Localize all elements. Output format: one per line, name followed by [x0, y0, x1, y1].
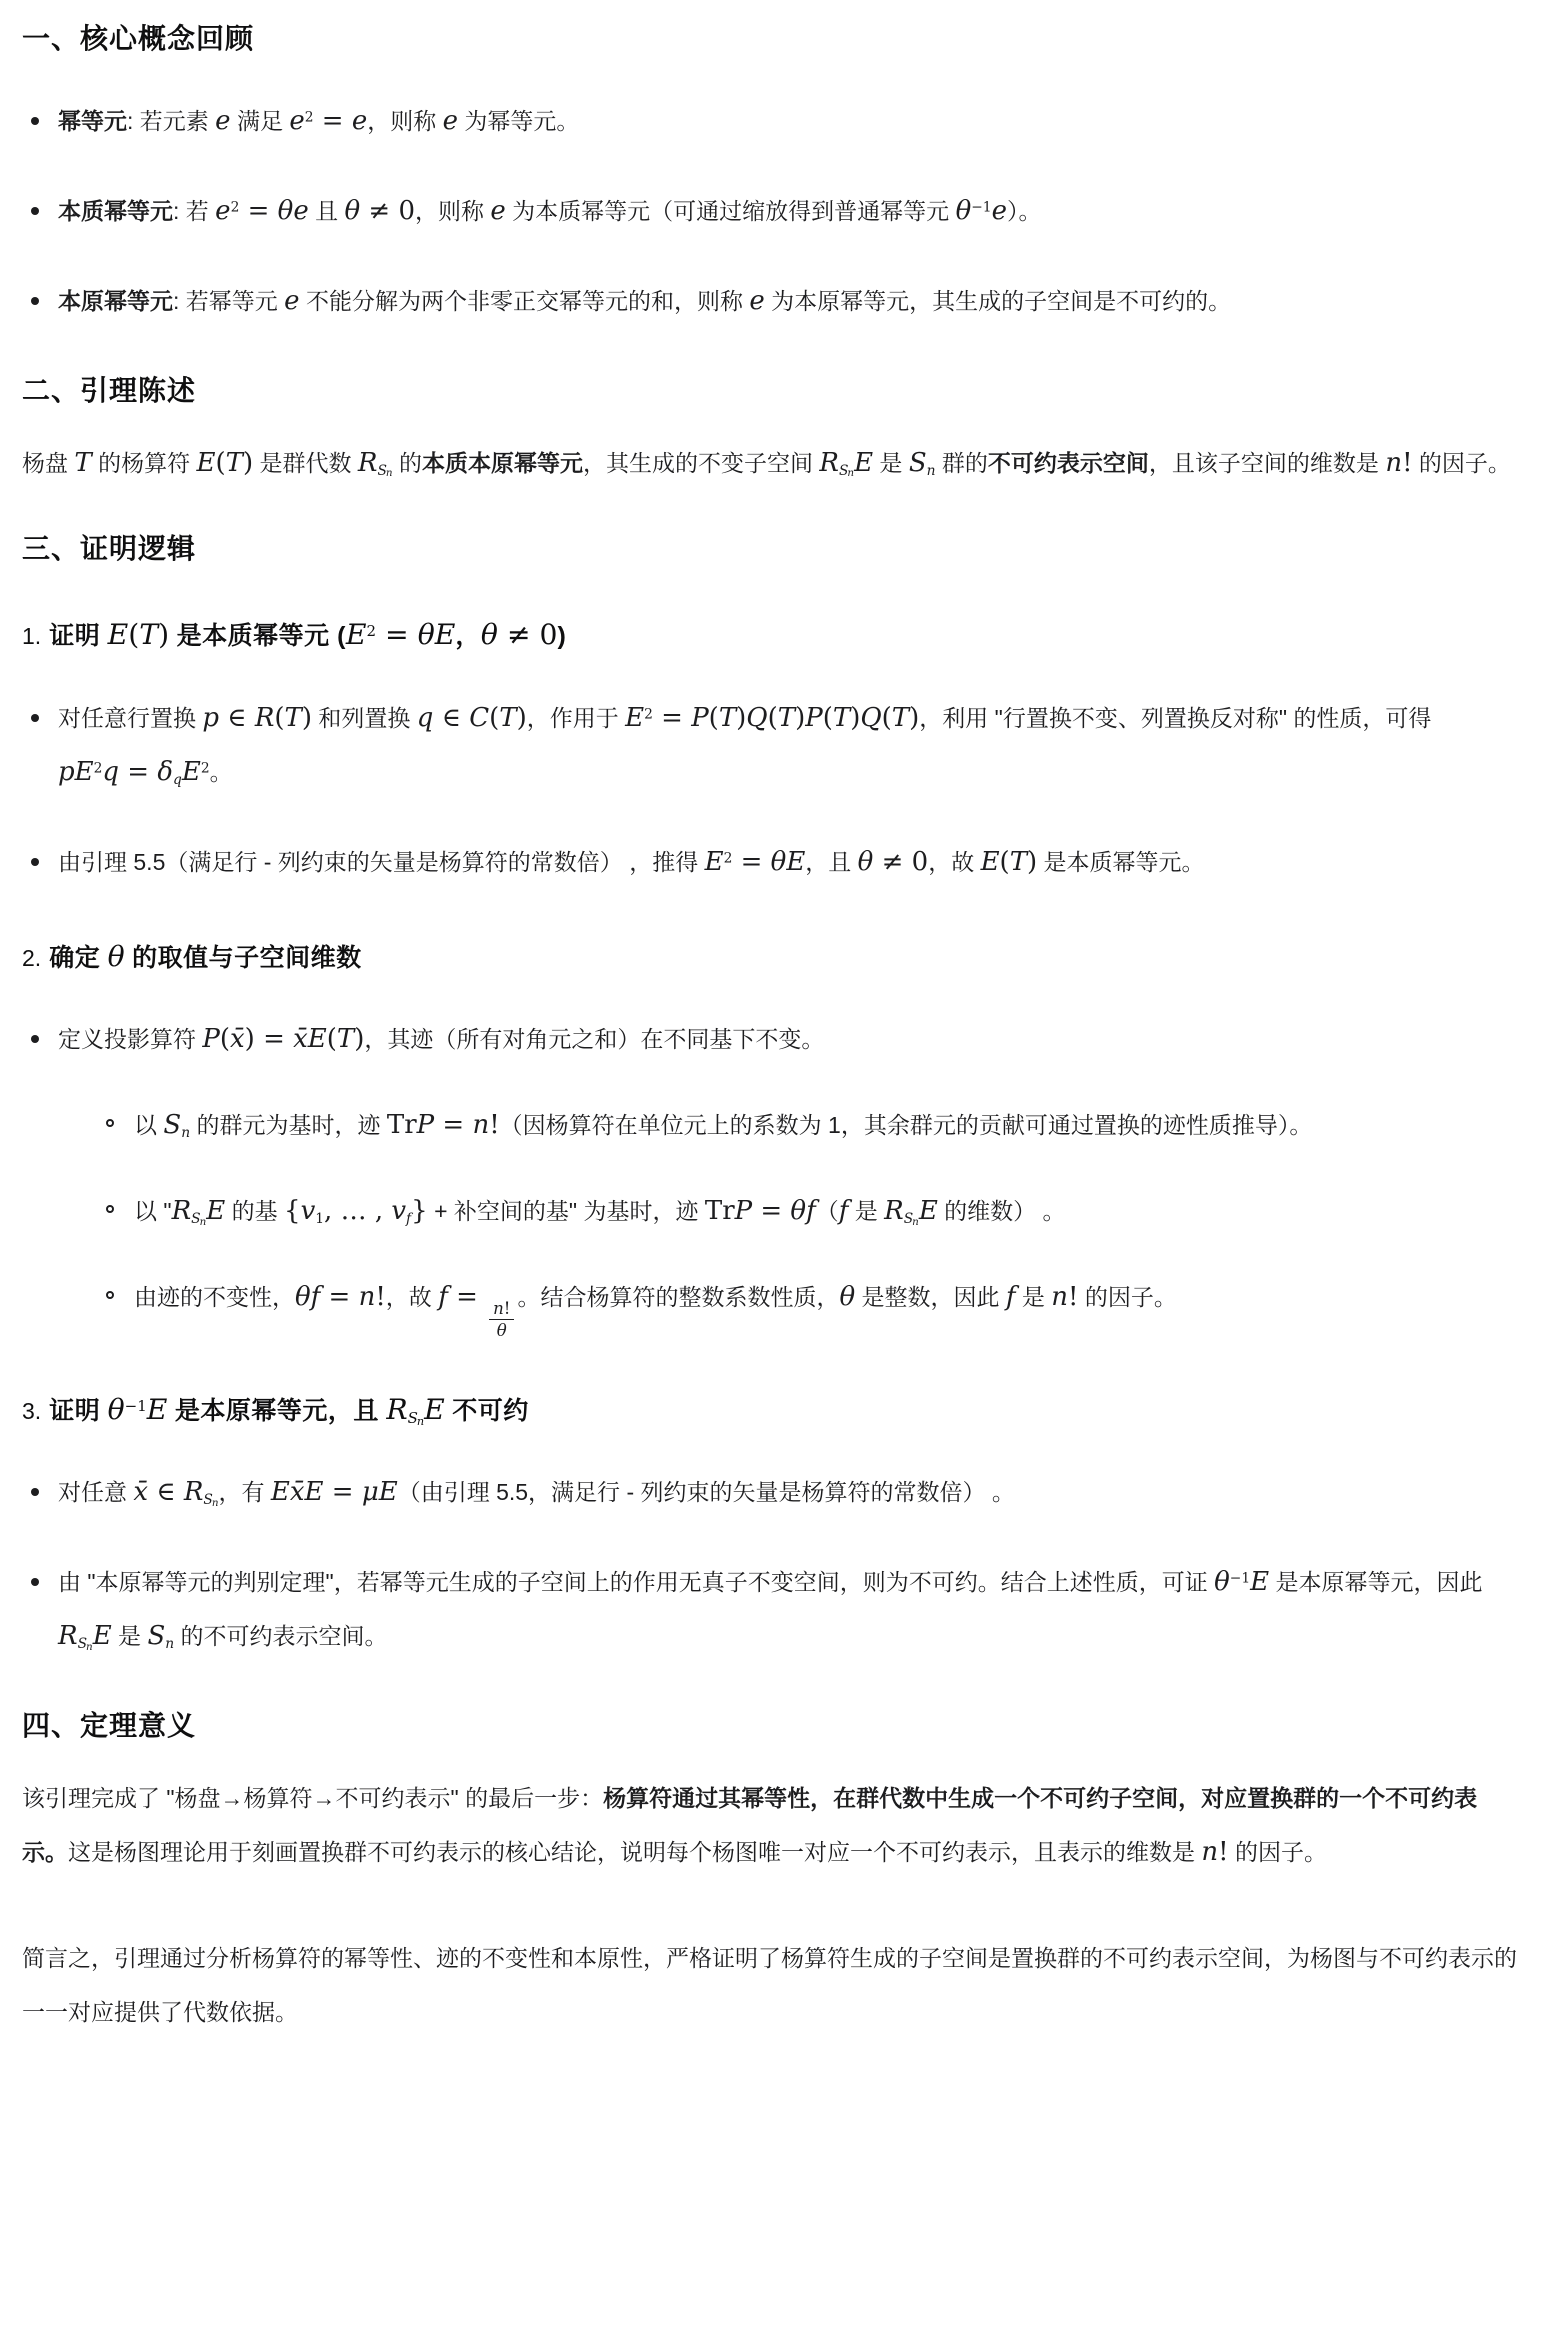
- math-subscript: n: [181, 1125, 191, 1142]
- text-run: 的: [392, 449, 422, 476]
- math-inline: θ: [955, 195, 972, 226]
- text-run: : 若幂等元: [173, 287, 285, 314]
- text-run: 是: [1015, 1284, 1052, 1311]
- text-run: 为本原幂等元，其生成的子空间是不可约的。: [764, 287, 1232, 314]
- math-inline: = P(T)Q(T)P(T)Q(T): [661, 702, 920, 733]
- text-run: （由引理 5.5，满足行 - 列约束的矢量是杨算符的常数倍） 。: [397, 1479, 1015, 1506]
- math-nested-subscript: n: [912, 1216, 919, 1229]
- math-inline: n!: [1051, 1282, 1079, 1313]
- math-inline: θ: [107, 1392, 125, 1426]
- math-inline: P = θf: [734, 1196, 816, 1227]
- list-item: [22, 1012, 1522, 1341]
- math-superscript: −1: [971, 199, 992, 216]
- text-run: ，作用于: [526, 704, 626, 731]
- math-inline: q ∈ C(T): [416, 702, 527, 733]
- text-run: 是: [848, 1198, 885, 1225]
- math-inline: S: [147, 1621, 166, 1652]
- text-run: ，利用 "行置换不变、列置换反对称" 的性质，可得: [919, 704, 1432, 731]
- math-subscript: n: [926, 462, 936, 479]
- math-superscript: 2: [723, 850, 733, 867]
- math-superscript: 2: [93, 760, 103, 777]
- math-inline: θf = n!: [295, 1282, 386, 1313]
- math-inline: E: [181, 756, 201, 787]
- text-run: 的因子。: [1228, 1839, 1327, 1866]
- math-inline: E(T): [980, 846, 1038, 877]
- math-inline: f =: [438, 1282, 478, 1313]
- math-superscript: 2: [304, 109, 314, 126]
- text-run: （: [815, 1198, 839, 1225]
- math-inline: θ ≠ 0: [480, 618, 558, 652]
- math-inline: pE: [58, 756, 94, 787]
- math-inline: E(T): [196, 447, 254, 478]
- text-run: 定义投影算符: [58, 1026, 203, 1053]
- math-inline: θ: [107, 939, 125, 973]
- text-run: ): [557, 622, 567, 651]
- math-superscript: 2: [200, 760, 210, 777]
- list-item: [22, 1465, 1522, 1519]
- text-run: ，: [455, 622, 481, 651]
- document: [22, 20, 1522, 2039]
- text-run: 。: [209, 758, 233, 785]
- math-inline: e: [284, 285, 300, 316]
- math-inline: R: [357, 447, 378, 478]
- math-subscript: S: [203, 1492, 213, 1509]
- math-inline: = θE: [740, 846, 806, 877]
- heading-section-3: 三、证明逻辑: [22, 532, 197, 564]
- math-inline: E: [146, 1392, 168, 1426]
- math-inline: e: [749, 285, 765, 316]
- math-subscript: S: [838, 462, 849, 479]
- math-inline: E: [92, 1621, 112, 1652]
- step-3-heading: [22, 1390, 1522, 1430]
- math-subscript: S: [77, 1636, 88, 1653]
- text-run: ，其迹（所有对角元之和）在不同基下不变。: [364, 1026, 825, 1053]
- math-inline: p ∈ R(T): [202, 702, 313, 733]
- step-1-heading: [22, 615, 1522, 655]
- text-run: 不能分解为两个非零正交幂等元的和，则称: [299, 287, 750, 314]
- text-run: 以: [134, 1112, 164, 1139]
- math-inline: = θe: [247, 195, 309, 226]
- math-inline: e: [991, 195, 1007, 226]
- math-inline: x̄ ∈ R: [133, 1477, 204, 1508]
- text-run: 且: [308, 197, 345, 224]
- step-2-sublist: [100, 1098, 1522, 1341]
- text-run: 是: [873, 449, 909, 476]
- significance-paragraph: [22, 1771, 1522, 1879]
- summary-paragraph: [22, 1931, 1522, 2039]
- math-inline: }: [411, 1196, 428, 1227]
- text-run: ，故: [928, 848, 981, 875]
- text-run: 的群元为基时，迹: [190, 1112, 387, 1139]
- heading-section-1: 一、核心概念回顾: [22, 23, 255, 54]
- step-1-number: 1.: [22, 623, 42, 650]
- math-superscript: 2: [644, 706, 653, 723]
- text-run: 以 ": [134, 1198, 172, 1225]
- list-item: [22, 691, 1522, 799]
- math-inline: E(T): [107, 618, 170, 652]
- text-run: ，且: [805, 848, 858, 875]
- math-nested-subscript: n: [385, 467, 393, 480]
- text-run: 的不可约表示空间。: [174, 1623, 388, 1650]
- math-superscript: 2: [230, 199, 240, 216]
- math-inline: T: [74, 447, 92, 478]
- math-inline: q = δ: [102, 756, 173, 787]
- text-run: 对任意行置换: [58, 704, 203, 731]
- math-inline: e: [215, 195, 231, 226]
- text-run: 为幂等元。: [458, 107, 580, 134]
- text-run: 的取值与子空间维数: [124, 943, 362, 972]
- text-run: 是整数，因此: [855, 1284, 1006, 1311]
- text-run: 的杨算符: [91, 449, 197, 476]
- text-run: 杨盘: [22, 449, 75, 476]
- text-run: 对任意: [58, 1479, 134, 1506]
- math-inline: R: [386, 1392, 408, 1426]
- math-nested-subscript: n: [211, 1497, 219, 1510]
- text-run: （因杨算符在单位元上的系数为 1，其余群元的贡献可通过置换的迹性质推导）。: [499, 1112, 1313, 1139]
- list-item: [22, 1555, 1522, 1663]
- math-fraction: [489, 1298, 514, 1342]
- text-run: 由迹的不变性，: [134, 1284, 295, 1311]
- math-inline: E: [854, 447, 874, 478]
- text-run: 是本质幂等元 (: [169, 622, 346, 651]
- math-inline: θ ≠ 0: [857, 846, 929, 877]
- math-subscript: S: [903, 1211, 914, 1228]
- step-1-list: [22, 691, 1522, 889]
- heading-section-2: 二、引理陈述: [22, 374, 197, 406]
- math-inline: f: [838, 1196, 849, 1227]
- fraction-denominator: θ: [496, 1321, 507, 1341]
- math-inline: θ: [839, 1282, 856, 1313]
- text-run: ，有: [218, 1479, 271, 1506]
- math-inline: {v: [284, 1196, 316, 1227]
- text-run: 确定: [49, 943, 108, 972]
- step-2-heading: [22, 937, 1522, 977]
- text-run: 是: [111, 1623, 148, 1650]
- math-roman: Tr: [704, 1196, 735, 1227]
- math-subscript: f: [406, 1211, 412, 1228]
- bold-text-run: 本质本原幂等元: [421, 449, 583, 476]
- bold-text-run: 本原幂等元: [58, 287, 173, 314]
- math-inline: e: [490, 195, 506, 226]
- text-run: ，则称: [367, 107, 443, 134]
- text-run: 为本质幂等元（可通过缩放得到普通幂等元: [505, 197, 956, 224]
- text-run: + 补空间的基" 为基时，迹: [427, 1198, 705, 1225]
- math-inline: = e: [321, 105, 368, 136]
- step-2-list: [22, 1012, 1522, 1341]
- sub-list-item: [100, 1184, 1522, 1238]
- math-inline: R: [819, 447, 839, 478]
- math-inline: E: [625, 702, 645, 733]
- math-inline: E: [424, 1392, 445, 1426]
- sub-list-item: [100, 1098, 1522, 1152]
- step-3-list: [22, 1465, 1522, 1663]
- text-run: 是本原幂等元，且: [167, 1396, 387, 1425]
- text-run: 的因子。: [1078, 1284, 1177, 1311]
- text-run: 由引理 5.5（满足行 - 列约束的矢量是杨算符的常数倍） ，推得: [58, 848, 705, 875]
- math-inline: θ: [1214, 1567, 1230, 1598]
- text-run: ，且该子空间的维数是: [1148, 449, 1386, 476]
- text-run: 和列置换: [312, 704, 417, 731]
- math-subscript: 1: [315, 1211, 325, 1228]
- math-subscript: S: [377, 462, 387, 479]
- list-item-essential-idempotent: [22, 184, 1522, 238]
- math-inline: E: [1250, 1567, 1270, 1598]
- math-inline: R: [58, 1621, 78, 1652]
- bold-text-run: 杨算符通过其幂等性，在群代数中生成一个不可约子空间，对应置换群的一个不可约表示。: [22, 1785, 1478, 1866]
- math-inline: n!: [1201, 1837, 1229, 1868]
- text-run: 。结合杨算符的整数系数性质，: [517, 1284, 840, 1311]
- text-run: 简言之，引理通过分析杨算符的幂等性、迹的不变性和本原性，严格证明了杨算符生成的子空间是置换群的不可约表示空间，为杨图与不可约表示的一一对应提供了代数依据。: [22, 1945, 1517, 2026]
- text-run: 该引理完成了 "杨盘→杨算符→不可约表示" 的最后一步：: [22, 1785, 604, 1812]
- math-subscript: S: [191, 1211, 201, 1228]
- math-superscript: −1: [1229, 1570, 1251, 1587]
- text-run: 的维数） 。: [937, 1198, 1066, 1225]
- math-nested-subscript: n: [86, 1641, 93, 1654]
- text-run: 这是杨图理论用于刻画置换群不可约表示的核心结论，说明每个杨图唯一对应一个不可约表示，且表示的维数是: [68, 1839, 1202, 1866]
- text-run: ，故: [385, 1284, 439, 1311]
- math-inline: R: [171, 1196, 192, 1227]
- text-run: 是群代数: [253, 449, 358, 476]
- text-run: 不可约: [444, 1396, 529, 1425]
- math-inline: E: [345, 618, 367, 652]
- math-subscript: S: [407, 1409, 418, 1427]
- math-superscript: 2: [366, 622, 377, 641]
- text-run: 的基: [225, 1198, 285, 1225]
- step-3-number: 3.: [22, 1397, 42, 1424]
- math-nested-subscript: n: [416, 1415, 425, 1428]
- text-run: 是本质幂等元。: [1037, 848, 1205, 875]
- text-run: ）。: [1006, 197, 1042, 224]
- math-inline: E: [918, 1196, 938, 1227]
- math-inline: R: [884, 1196, 904, 1227]
- math-inline: e: [215, 105, 231, 136]
- core-concepts-list: [22, 94, 1522, 328]
- math-inline: S: [163, 1110, 182, 1141]
- bold-text-run: 不可约表示空间: [987, 449, 1149, 476]
- sub-list-item: [100, 1270, 1522, 1341]
- text-run: : 若: [173, 197, 216, 224]
- text-run: 是本原幂等元，因此: [1269, 1569, 1483, 1596]
- step-2-number: 2.: [22, 944, 42, 971]
- math-inline: E: [206, 1196, 226, 1227]
- list-item-idempotent: [22, 94, 1522, 148]
- math-inline: = θE: [385, 618, 456, 652]
- math-inline: Ex̄E = μE: [270, 1477, 398, 1508]
- text-run: 满足: [230, 107, 290, 134]
- text-run: ，则称: [415, 197, 491, 224]
- math-subscript: q: [173, 771, 182, 788]
- math-subscript: n: [165, 1636, 175, 1653]
- heading-section-4: 四、定理意义: [22, 1710, 197, 1742]
- lemma-statement: [22, 436, 1522, 490]
- math-inline: S: [908, 447, 927, 478]
- math-nested-subscript: n: [847, 467, 855, 480]
- math-inline: n!: [1385, 447, 1413, 478]
- math-roman: Tr: [386, 1110, 417, 1141]
- text-run: ，其生成的不变子空间: [582, 449, 820, 476]
- list-item: [22, 835, 1522, 889]
- list-item-primitive-idempotent: [22, 274, 1522, 328]
- text-run: 证明: [49, 622, 108, 651]
- fraction-numerator: n!: [489, 1298, 514, 1321]
- math-inline: e: [442, 105, 458, 136]
- math-inline: P(x̄) = x̄E(T): [202, 1024, 365, 1055]
- math-inline: f: [1005, 1282, 1016, 1313]
- text-run: 由 "本原幂等元的判别定理"，若幂等元生成的子空间上的作用无真子不变空间，则为不可约。结合上述性质，可证: [58, 1569, 1215, 1596]
- math-nested-subscript: n: [199, 1216, 207, 1229]
- math-superscript: −1: [124, 1396, 147, 1415]
- math-inline: θ ≠ 0: [344, 195, 415, 226]
- math-inline: e: [289, 105, 305, 136]
- math-inline: E: [704, 846, 724, 877]
- text-run: 群的: [935, 449, 988, 476]
- text-run: : 若元素: [127, 107, 216, 134]
- bold-text-run: 幂等元: [58, 107, 127, 134]
- text-run: 证明: [49, 1396, 108, 1425]
- bold-text-run: 本质幂等元: [58, 197, 173, 224]
- math-inline: P = n!: [416, 1110, 500, 1141]
- math-inline: , … , v: [324, 1196, 407, 1227]
- text-run: 的因子。: [1412, 449, 1511, 476]
